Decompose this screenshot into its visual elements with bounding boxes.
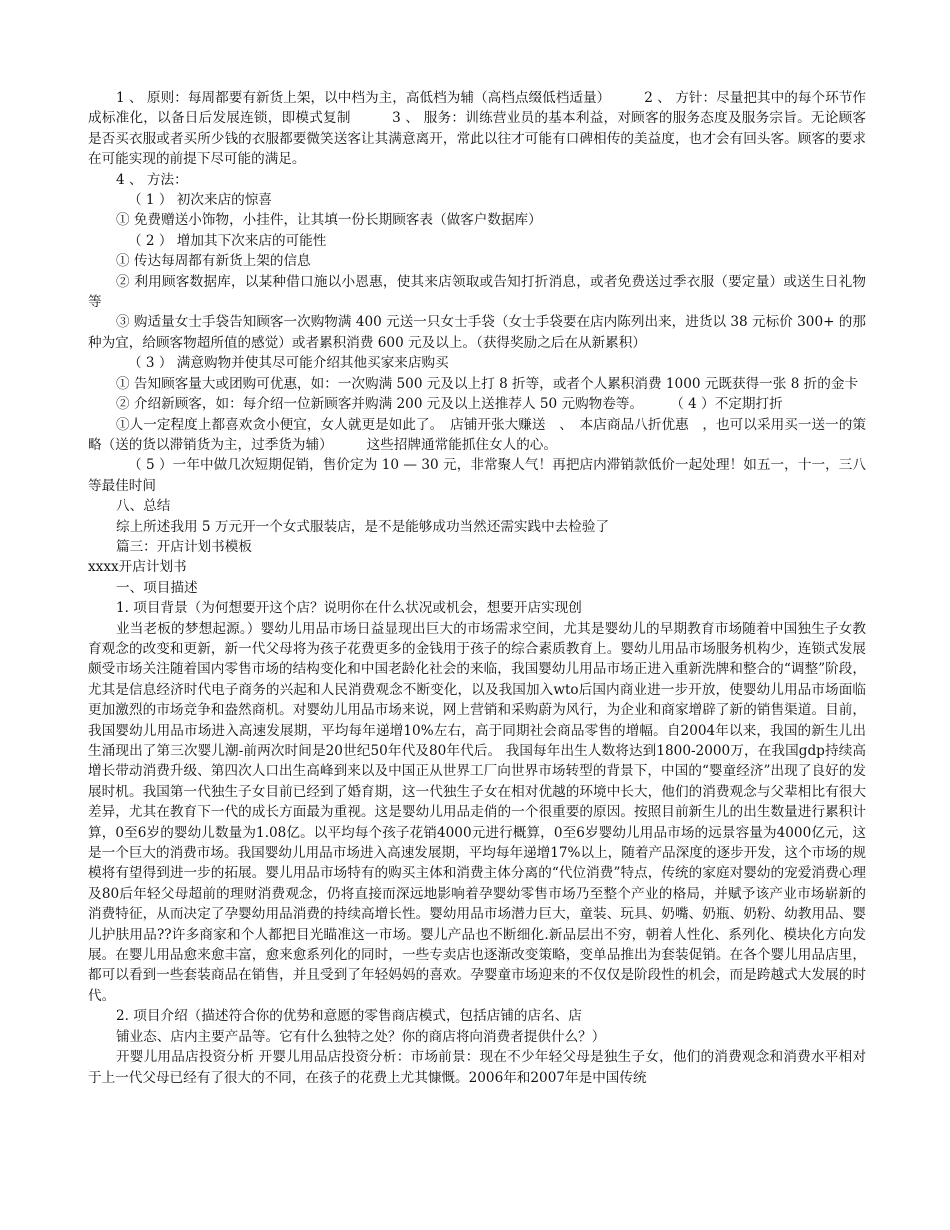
paragraph: 4 、 方法： [116, 171, 188, 188]
paragraph: ①人一定程度上都喜欢贪小便宜，女人就更是如此了。 店铺开张大赚送 、 本店商品八折优惠 ，也可以采用买一送一的策略（送的货以滞销货为主，过季货为辅） 这些招牌通常能抓住女人的心。 [88, 416, 866, 453]
paragraph: （ 2 ） 增加其下次来店的可能性 [128, 232, 327, 249]
paragraph: ② 介绍新顾客，如：每介绍一位新顾客并购满 200 元及以上送推荐人 50 元购物卷等。 （ 4 ）不定期打折 [116, 396, 783, 413]
paragraph: （ 1 ） 初次来店的惊喜 [128, 192, 272, 209]
paragraph: 铺业态、店内主要产品等。它有什么独特之处？你的商店将向消费者提供什么？） [116, 1028, 606, 1045]
paragraph: 八、总结 [116, 498, 171, 515]
paragraph: ③ 购适量女士手袋告知顾客一次购物满 400 元送一只女士手袋（女士手袋要在店内陈列出来，进货以 38 元标价 300+ 的那种为宜，给顾客物超所值的感觉）或者累积消费 600 元及以上。（获得奖励之后在从新累积） [88, 314, 866, 351]
paragraph: 综上所述我用 5 万元开一个女式服装店，是不是能够成功当然还需实践中去检验了 [116, 518, 610, 535]
paragraph: 篇三：开店计划书模板 [116, 538, 252, 555]
paragraph: 业当老板的梦想起源。）婴幼儿用品市场日益显现出巨大的市场需求空间，尤其是婴幼儿的早期教育市场随着中国独生子女教育观念的改变和更新，新一代父母将为孩子花费更多的金钱用于孩子的综合素质教育上。婴幼儿用品市场服务机构少，连锁式发展颇受市场关注随着国内零售市场的结构变化和中国老龄化社会的来临，我国婴幼儿用品市场正进入重新洗牌和整合的“调整”阶段，尤其是信息经济时代电子商务的兴起和人民消费观念不断变化，以及我国加入wto后国内商业进一步开放，使婴幼儿用品市场面临更加激烈的市场竞争和盎然商机。对婴幼儿用品市场来说，网上营销和采购蔚为风行，为企业和商家增辟了新的销售渠道。目前，我国婴幼儿用品市场进入高速发展期，平均每年递增10%左右，高于同期社会商品零售的增幅。自2004年以来，我国的新生儿出生涌现出了第三次婴儿潮-前两次时间是20世纪50年代及80年代后。 我国每年出生人数将达到1800-2000万，在我国gdp持续高增长带动消费升级、第四次人口出生高峰到来以及中国正从世界工厂向世界市场转型的背景下，中国的“婴童经济”出现了良好的发展时机。我国第一代独生子女目前已经到了婚育期，这一代独生子女在相对优越的环境中长大，他们的消费观念与父辈相比有很大差异，尤其在教育下一代的成长方面最为重视。这是婴幼儿用品走俏的一个很重要的原因。按照目前新生儿的出生数量进行累积计算，0至6岁的婴幼儿数量为1.08亿。以平均每个孩子花销4000元进行概算，0至6岁婴幼儿用品市场的远景容量为4000亿元，这是一个巨大的消费市场。我国婴幼儿用品市场进入高速发展期，平均每年递增17%以上，随着产品深度的逐步开发，这个市场的规模将有望得到进一步的拓展。婴儿用品市场特有的购买主体和消费主体分离的“代位消费”特点，传统的家庭对婴幼的宠爱消费心理及80后年轻父母超前的理财消费观念，仍将直接而深远地影响着孕婴幼零售市场乃至整个产业的格局，并赋予该产业市场崭新的消费特征，从而决定了孕婴幼用品消费的持续高增长性。婴幼用品市场潜力巨大，童装、玩具、奶嘴、奶瓶、奶粉、幼教用品、婴儿护肤用品??许多商家和个人都把目光瞄准这一市场。婴儿产品也不断细化.新品层出不穷，朝着人性化、系列化、模块化方向发展。在婴儿用品愈来愈丰富，愈来愈系列化的同时，一些专卖店也逐渐改变策略，变单品推出为套装促销。在各个婴儿用品店里，都可以看到一些套装商品在销售，并且受到了年轻妈妈的喜欢。孕婴童市场迎来的不仅仅是阶段性的机会，而是跨越式大发展的时代。 [88, 620, 866, 1004]
paragraph: ② 利用顾客数据库，以某种借口施以小恩惠，使其来店领取或告知打折消息，或者免费送过季衣服（要定量）或送生日礼物等 [88, 273, 866, 311]
paragraph: ① 免费赠送小饰物，小挂件，让其填一份长期顾客表（做客户数据库） [116, 212, 542, 229]
paragraph: ① 告知顾客量大或团购可优惠，如：一次购满 500 元及以上打 8 折等，或者个人累积消费 1000 元既获得一张 8 折的金卡 [116, 375, 859, 392]
paragraph: 1 、 原则：每周都要有新货上架，以中档为主，高低档为辅（高档点缀低档适量） 2 、 方针：尽量把其中的每个环节作成标准化，以备日后发展连锁，即模式复制 3 、 服务：训练营业员的基本利益，对顾客的服务态度及服务宗旨。无论顾客是否买衣服或者买所少钱的衣服都要微笑送客让其满意离开，常此以往才可能有口碑相传的美益度，也才会有回头客。顾客的要求在可能实现的前提下尽可能的满足。 [88, 90, 866, 168]
paragraph: 一、项目描述 [116, 579, 198, 596]
paragraph: （ 5 ）一年中做几次短期促销，售价定为 10 — 30 元，非常聚人气！再把店内滞销款低价一起处理！如五一，十一，三八等最佳时间 [88, 457, 866, 494]
paragraph: （ 3 ） 满意购物并使其尽可能介绍其他买家来店购买 [128, 355, 449, 372]
paragraph: 2. 项目介绍（描述符合你的优势和意愿的零售商店模式，包括店铺的店名、店 [116, 1008, 582, 1025]
paragraph: 开婴儿用品店投资分析 开婴儿用品店投资分析：市场前景：现在不少年轻父母是独生子女，他们的消费观念和消费水平相对于上一代父母已经有了很大的不同，在孩子的花费上尤其慷慨。2006年和2007年是中国传统 [88, 1049, 866, 1086]
paragraph: 1. 项目背景（为何想要开这个店？说明你在什么状况或机会，想要开店实现创 [116, 600, 582, 617]
paragraph: xxxx开店计划书 [88, 559, 187, 576]
paragraph: ① 传达每周都有新货上架的信息 [116, 253, 311, 270]
